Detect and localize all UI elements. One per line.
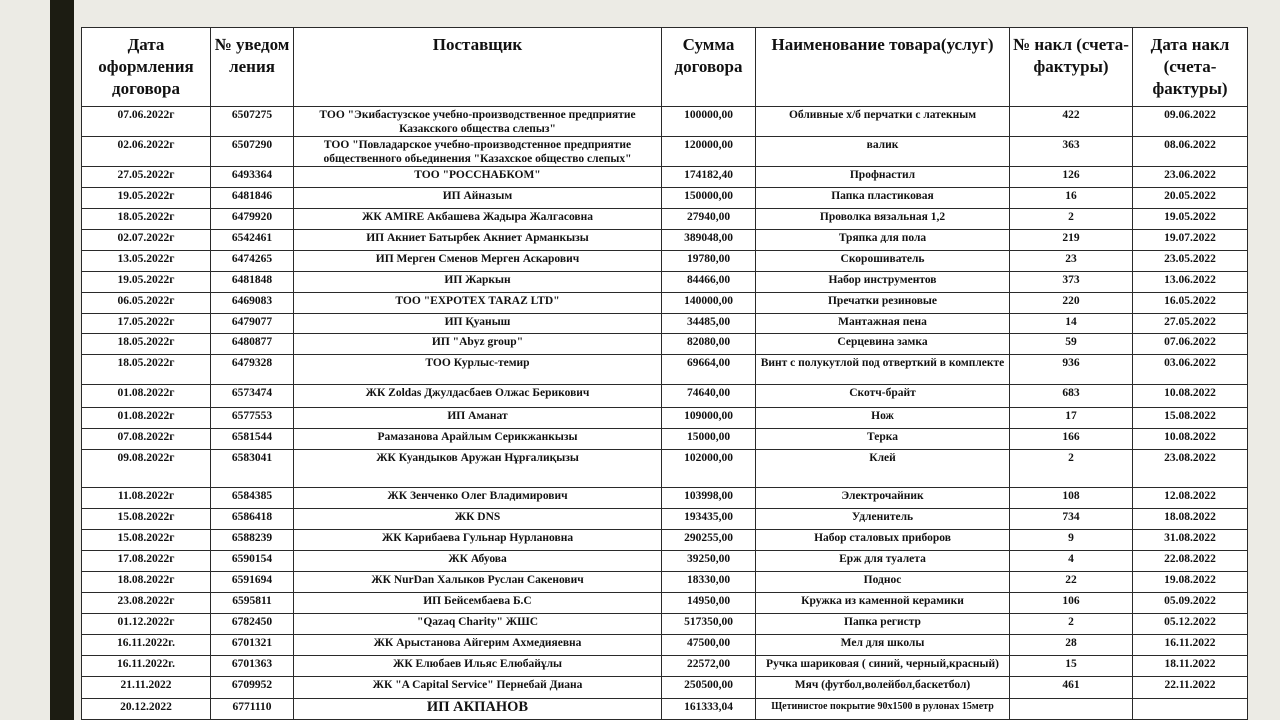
table-row [82,272,1248,293]
cell-contract-date: 16.11.2022г. [82,635,211,656]
cell-invoice-number: 108 [1010,488,1133,509]
table-row [82,251,1248,272]
cell-supplier: ИП Мерген Сменов Мерген Аскарович [294,251,662,272]
table-row [82,230,1248,251]
cell-notice-number: 6481848 [211,272,294,293]
cell-goods-name: Терка [756,429,1010,450]
cell-invoice-number: 16 [1010,188,1133,209]
cell-supplier: ЖК Zoldas Джулдасбаев Олжас Берикович [294,385,662,408]
cell-contract-date: 01.08.2022г [82,408,211,429]
cell-notice-number: 6481846 [211,188,294,209]
cell-goods-name: Профнастил [756,167,1010,188]
cell-goods-name: Нож [756,408,1010,429]
cell-supplier: ТОО "Повладарское учебно-производстенное предприятие общественного обьединения "Казахское общество слепых" [294,137,662,167]
cell-contract-date: 19.05.2022г [82,188,211,209]
cell-notice-number: 6479920 [211,209,294,230]
cell-invoice-number: 126 [1010,167,1133,188]
cell-notice-number: 6584385 [211,488,294,509]
cell-contract-amount: 39250,00 [662,551,756,572]
cell-goods-name: Мантажная пена [756,314,1010,334]
cell-contract-date: 18.05.2022г [82,355,211,385]
cell-contract-amount: 140000,00 [662,293,756,314]
cell-invoice-date [1133,699,1248,720]
cell-contract-amount: 102000,00 [662,450,756,488]
table-row [82,188,1248,209]
table-row [82,572,1248,593]
cell-invoice-number: 683 [1010,385,1133,408]
cell-supplier: ЖК NurDan Халыков Руслан Сакенович [294,572,662,593]
cell-notice-number: 6480877 [211,334,294,355]
cell-invoice-number: 461 [1010,677,1133,699]
cell-invoice-date: 23.05.2022 [1133,251,1248,272]
cell-supplier: "Qazaq Charity" ЖШС [294,614,662,635]
cell-contract-amount: 109000,00 [662,408,756,429]
cell-contract-amount: 19780,00 [662,251,756,272]
cell-supplier: ЖК AMIRE Акбашева Жадыра Жалгасовна [294,209,662,230]
cell-notice-number: 6782450 [211,614,294,635]
cell-contract-date: 19.05.2022г [82,272,211,293]
table-row [82,167,1248,188]
cell-contract-amount: 15000,00 [662,429,756,450]
cell-invoice-number: 9 [1010,530,1133,551]
cell-contract-amount: 27940,00 [662,209,756,230]
table-row [82,530,1248,551]
table-row [82,551,1248,572]
cell-goods-name: Электрочайник [756,488,1010,509]
cell-notice-number: 6588239 [211,530,294,551]
cell-contract-amount: 74640,00 [662,385,756,408]
cell-notice-number: 6542461 [211,230,294,251]
cell-invoice-date: 23.06.2022 [1133,167,1248,188]
cell-notice-number: 6479328 [211,355,294,385]
cell-goods-name: Мел для школы [756,635,1010,656]
cell-contract-date: 27.05.2022г [82,167,211,188]
cell-notice-number: 6701321 [211,635,294,656]
table-row [82,656,1248,677]
cell-supplier: ТОО "Экибастузское учебно-производственное предприятие Казакского общества слепыз" [294,107,662,137]
cell-contract-amount: 18330,00 [662,572,756,593]
table-row [82,293,1248,314]
cell-contract-amount: 250500,00 [662,677,756,699]
header-invoice-number: № накл (счета-фактуры) [1010,28,1133,107]
cell-contract-date: 13.05.2022г [82,251,211,272]
cell-invoice-number: 219 [1010,230,1133,251]
cell-contract-amount: 193435,00 [662,509,756,530]
cell-goods-name: Щетинистое покрытие 90х1500 в рулонах 15метр [756,699,1010,720]
header-contract-date: Дата оформления договора [82,28,211,107]
cell-invoice-number: 2 [1010,450,1133,488]
cell-supplier: ИП АКПАНОВ [294,699,662,720]
cell-invoice-date: 05.12.2022 [1133,614,1248,635]
cell-invoice-date: 23.08.2022 [1133,450,1248,488]
cell-goods-name: Папка пластиковая [756,188,1010,209]
cell-goods-name: Пречатки резиновые [756,293,1010,314]
cell-goods-name: Кружка из каменной керамики [756,593,1010,614]
cell-contract-date: 07.08.2022г [82,429,211,450]
cell-supplier: ТОО "EXPOTEX TARAZ LTD" [294,293,662,314]
cell-invoice-date: 18.11.2022 [1133,656,1248,677]
table-row [82,699,1248,720]
cell-invoice-date: 03.06.2022 [1133,355,1248,385]
cell-notice-number: 6493364 [211,167,294,188]
cell-notice-number: 6595811 [211,593,294,614]
cell-invoice-number: 106 [1010,593,1133,614]
cell-invoice-number: 2 [1010,209,1133,230]
cell-invoice-number: 4 [1010,551,1133,572]
cell-invoice-date: 31.08.2022 [1133,530,1248,551]
cell-goods-name: Удленитель [756,509,1010,530]
cell-supplier: ЖК Зенченко Олег Владимирович [294,488,662,509]
cell-goods-name: Набор инструментов [756,272,1010,293]
cell-supplier: ИП Бейсембаева Б.С [294,593,662,614]
cell-notice-number: 6586418 [211,509,294,530]
cell-invoice-number: 22 [1010,572,1133,593]
cell-supplier: ИП Айназым [294,188,662,209]
table-header-row [82,28,1248,107]
cell-invoice-date: 13.06.2022 [1133,272,1248,293]
cell-contract-amount: 103998,00 [662,488,756,509]
cell-invoice-date: 12.08.2022 [1133,488,1248,509]
table-row [82,209,1248,230]
cell-notice-number: 6507275 [211,107,294,137]
header-goods-name: Наименование товара(услуг) [756,28,1010,107]
cell-invoice-date: 16.05.2022 [1133,293,1248,314]
cell-goods-name: Ручка шариковая ( синий, черный,красный) [756,656,1010,677]
cell-invoice-number: 14 [1010,314,1133,334]
cell-invoice-number: 220 [1010,293,1133,314]
cell-contract-amount: 22572,00 [662,656,756,677]
cell-goods-name: валик [756,137,1010,167]
cell-goods-name: Скотч-брайт [756,385,1010,408]
cell-contract-date: 17.08.2022г [82,551,211,572]
header-notice-number: № уведом ления [211,28,294,107]
cell-contract-date: 16.11.2022г. [82,656,211,677]
slide-left-accent-bar [50,0,74,720]
table-body [82,107,1248,720]
header-contract-amount: Сумма договора [662,28,756,107]
cell-goods-name: Папка регистр [756,614,1010,635]
cell-invoice-number: 166 [1010,429,1133,450]
cell-contract-amount: 34485,00 [662,314,756,334]
cell-contract-date: 15.08.2022г [82,509,211,530]
cell-contract-date: 01.08.2022г [82,385,211,408]
cell-goods-name: Проволка вязальная 1,2 [756,209,1010,230]
cell-supplier: ЖК Карибаева Гульнар Нурлановна [294,530,662,551]
cell-contract-date: 06.05.2022г [82,293,211,314]
cell-invoice-date: 22.11.2022 [1133,677,1248,699]
cell-contract-amount: 14950,00 [662,593,756,614]
cell-supplier: Рамазанова Арайлым Серикжанкызы [294,429,662,450]
table-row [82,450,1248,488]
table-row [82,429,1248,450]
cell-invoice-number [1010,699,1133,720]
cell-contract-date: 21.11.2022 [82,677,211,699]
cell-invoice-date: 27.05.2022 [1133,314,1248,334]
cell-invoice-date: 09.06.2022 [1133,107,1248,137]
cell-invoice-date: 15.08.2022 [1133,408,1248,429]
cell-supplier: ТОО Курлыс-темир [294,355,662,385]
cell-supplier: ЖК Абуова [294,551,662,572]
cell-invoice-number: 422 [1010,107,1133,137]
contracts-table-container [81,27,1247,720]
table-row [82,488,1248,509]
cell-contract-date: 07.06.2022г [82,107,211,137]
cell-notice-number: 6474265 [211,251,294,272]
table-row [82,334,1248,355]
cell-goods-name: Ерж для туалета [756,551,1010,572]
cell-supplier: ЖК Куандыков Аружан Нұрғалиқызы [294,450,662,488]
cell-contract-amount: 47500,00 [662,635,756,656]
cell-invoice-number: 363 [1010,137,1133,167]
header-supplier: Поставщик [294,28,662,107]
cell-contract-date: 09.08.2022г [82,450,211,488]
cell-goods-name: Поднос [756,572,1010,593]
cell-invoice-date: 05.09.2022 [1133,593,1248,614]
cell-invoice-number: 28 [1010,635,1133,656]
cell-goods-name: Винт с полукутлой под отверткий в комплекте [756,355,1010,385]
cell-contract-amount: 150000,00 [662,188,756,209]
table-row [82,408,1248,429]
cell-contract-amount: 69664,00 [662,355,756,385]
cell-supplier: ЖК Арыстанова Айгерим Ахмедияевна [294,635,662,656]
cell-contract-amount: 161333,04 [662,699,756,720]
cell-contract-date: 18.08.2022г [82,572,211,593]
cell-contract-date: 11.08.2022г [82,488,211,509]
cell-supplier: ТОО "РОССНАБКОМ" [294,167,662,188]
cell-invoice-number: 2 [1010,614,1133,635]
table-row [82,314,1248,334]
table-row [82,677,1248,699]
cell-invoice-date: 10.08.2022 [1133,385,1248,408]
cell-invoice-date: 16.11.2022 [1133,635,1248,656]
contracts-table [81,27,1248,720]
cell-notice-number: 6581544 [211,429,294,450]
cell-notice-number: 6591694 [211,572,294,593]
cell-supplier: ИП Акниет Батырбек Акниет Арманкызы [294,230,662,251]
table-row [82,137,1248,167]
cell-contract-date: 18.05.2022г [82,209,211,230]
cell-contract-amount: 290255,00 [662,530,756,551]
cell-contract-date: 02.07.2022г [82,230,211,251]
cell-contract-date: 01.12.2022г [82,614,211,635]
table-row [82,593,1248,614]
table-row [82,635,1248,656]
table-row [82,509,1248,530]
cell-goods-name: Тряпка для пола [756,230,1010,251]
cell-supplier: ЖК Елюбаев Ильяс Елюбайұлы [294,656,662,677]
cell-supplier: ЖК DNS [294,509,662,530]
cell-notice-number: 6479077 [211,314,294,334]
cell-invoice-number: 17 [1010,408,1133,429]
cell-invoice-date: 22.08.2022 [1133,551,1248,572]
table-row [82,385,1248,408]
cell-invoice-date: 10.08.2022 [1133,429,1248,450]
cell-contract-date: 15.08.2022г [82,530,211,551]
cell-contract-amount: 120000,00 [662,137,756,167]
cell-goods-name: Клей [756,450,1010,488]
cell-supplier: ИП Қуаныш [294,314,662,334]
cell-invoice-date: 07.06.2022 [1133,334,1248,355]
table-row [82,614,1248,635]
cell-contract-amount: 174182,40 [662,167,756,188]
cell-goods-name: Обливные х/б перчатки с латекным [756,107,1010,137]
cell-supplier: ИП Аманат [294,408,662,429]
cell-notice-number: 6507290 [211,137,294,167]
cell-goods-name: Набор сталовых приборов [756,530,1010,551]
cell-invoice-date: 20.05.2022 [1133,188,1248,209]
cell-invoice-number: 734 [1010,509,1133,530]
cell-invoice-number: 373 [1010,272,1133,293]
cell-notice-number: 6583041 [211,450,294,488]
cell-notice-number: 6771110 [211,699,294,720]
cell-invoice-date: 19.08.2022 [1133,572,1248,593]
cell-notice-number: 6469083 [211,293,294,314]
cell-supplier: ИП "Abyz group" [294,334,662,355]
cell-contract-date: 17.05.2022г [82,314,211,334]
cell-contract-amount: 389048,00 [662,230,756,251]
cell-contract-date: 02.06.2022г [82,137,211,167]
cell-contract-date: 20.12.2022 [82,699,211,720]
cell-contract-amount: 517350,00 [662,614,756,635]
cell-contract-amount: 100000,00 [662,107,756,137]
cell-invoice-date: 19.05.2022 [1133,209,1248,230]
cell-notice-number: 6577553 [211,408,294,429]
cell-invoice-number: 59 [1010,334,1133,355]
cell-invoice-number: 936 [1010,355,1133,385]
table-row [82,107,1248,137]
cell-invoice-number: 15 [1010,656,1133,677]
cell-notice-number: 6573474 [211,385,294,408]
cell-notice-number: 6590154 [211,551,294,572]
cell-supplier: ЖК "A Capital Service" Пернебай Диана [294,677,662,699]
table-row [82,355,1248,385]
cell-invoice-number: 23 [1010,251,1133,272]
cell-notice-number: 6701363 [211,656,294,677]
cell-goods-name: Скорошиватель [756,251,1010,272]
cell-invoice-date: 19.07.2022 [1133,230,1248,251]
cell-goods-name: Серцевина замка [756,334,1010,355]
cell-supplier: ИП Жаркын [294,272,662,293]
cell-notice-number: 6709952 [211,677,294,699]
header-invoice-date: Дата накл (счета-фактуры) [1133,28,1248,107]
cell-contract-amount: 84466,00 [662,272,756,293]
cell-goods-name: Мяч (футбол,волейбол,баскетбол) [756,677,1010,699]
cell-contract-amount: 82080,00 [662,334,756,355]
cell-contract-date: 18.05.2022г [82,334,211,355]
cell-contract-date: 23.08.2022г [82,593,211,614]
cell-invoice-date: 18.08.2022 [1133,509,1248,530]
cell-invoice-date: 08.06.2022 [1133,137,1248,167]
